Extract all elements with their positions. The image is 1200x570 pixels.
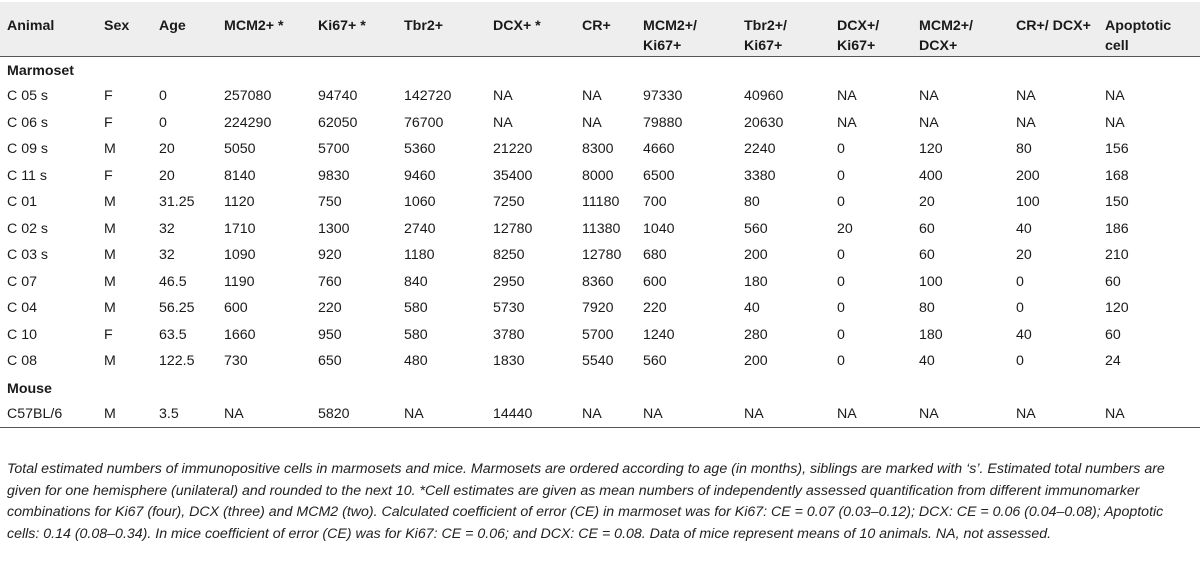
table-cell: 21220 (493, 141, 533, 158)
table-cell: 100 (919, 273, 943, 290)
table-cell: 680 (643, 247, 667, 264)
table-cell: 3.5 (152, 401, 217, 428)
table-cell: 200 (744, 247, 768, 264)
table-cell: 60 (919, 247, 935, 264)
table-cell: NA (1016, 114, 1036, 131)
table-cell: 1120 (224, 194, 255, 211)
table-cell: 11180 (582, 194, 620, 211)
table-cell: 840 (404, 273, 428, 290)
column-header: Ki67+ * (311, 2, 397, 57)
table-cell: NA (1098, 401, 1200, 428)
table-cell: 5700 (318, 141, 350, 158)
table-cell: NA (493, 114, 513, 131)
column-header: MCM2+/ DCX+ (912, 2, 1009, 57)
table-cell: C 08 (7, 353, 37, 370)
table-cell: 60 (1105, 273, 1121, 290)
table-row (0, 163, 1200, 190)
table-cell: 20 (1016, 247, 1032, 264)
table-cell: 0 (1016, 273, 1024, 290)
table-cell: 0 (837, 247, 845, 264)
table-cell: 32 (159, 220, 175, 237)
table-cell: 1090 (224, 247, 256, 264)
table-cell: 5730 (493, 300, 525, 317)
column-header: Apoptotic cell (1098, 2, 1200, 57)
table-cell: 40960 (744, 88, 784, 105)
table-cell: M (104, 300, 116, 317)
table-cell: NA (217, 401, 311, 428)
table-cell: M (104, 273, 116, 290)
table-cell: F (104, 88, 113, 105)
table-cell: M (104, 220, 116, 237)
table-cell: NA (912, 401, 1009, 428)
table-row (0, 83, 1200, 110)
table-cell: 0 (837, 353, 845, 370)
table-cell: 150 (1105, 194, 1129, 211)
table-cell: M (104, 353, 116, 370)
table-cell: 2950 (493, 273, 525, 290)
table-cell: 122.5 (159, 353, 195, 370)
column-header: Sex (97, 2, 152, 57)
table-cell: 700 (643, 194, 667, 211)
table-cell: 180 (919, 326, 943, 343)
table-cell: 20 (159, 141, 175, 158)
table-row (0, 322, 1200, 349)
table-cell: 35400 (493, 167, 533, 184)
table-cell: 580 (404, 300, 428, 317)
table-cell: 7250 (493, 194, 525, 211)
table-cell: 60 (919, 220, 935, 237)
table-cell: 224290 (224, 114, 272, 131)
table-cell: 1190 (224, 273, 255, 290)
table-cell: 120 (919, 141, 943, 158)
table-row (0, 110, 1200, 137)
table-cell: 8300 (582, 141, 614, 158)
table-cell: NA (919, 88, 939, 105)
table-cell: NA (919, 114, 939, 131)
table-cell: 80 (744, 194, 760, 211)
table-cell: 3780 (493, 326, 525, 343)
column-header: Tbr2+/ Ki67+ (737, 2, 830, 57)
table-cell: 56.25 (159, 300, 195, 317)
column-header: CR+ (575, 2, 636, 57)
table-cell: 257080 (224, 88, 272, 105)
table-cell: 14440 (486, 401, 575, 428)
table-cell: 1830 (493, 353, 525, 370)
table-cell: 760 (318, 273, 342, 290)
table-cell: 60 (1105, 326, 1121, 343)
table-cell: NA (636, 401, 737, 428)
table-cell: 0 (837, 300, 845, 317)
table-cell: 120 (1105, 300, 1129, 317)
table-row (0, 189, 1200, 216)
table-cell: 0 (837, 141, 845, 158)
table-cell: 62050 (318, 114, 358, 131)
table-cell: 76700 (404, 114, 444, 131)
table-footnote: Total estimated numbers of immunopositive cells in marmosets and mice. Marmosets are ordered according to age (in months), siblings are marked with ‘s’. Estimated total numbers are given for one hemisphere (unilateral) and rounded to the next 10. *Cell estimates are given as mean numbers of independently assessed quantification from different immunomarker combinations for Ki67 (four), DCX (three) and MCM2 (two). Calculated coefficient of error (CE) in marmoset was for Ki67: CE = 0.07 (0.03–0.12); DCX: CE = 0.06 (0.04–0.08); Apoptotic cells: 0.14 (0.08–0.34). In mice coefficient of error (CE) was for Ki67: CE = 0.06; and DCX: CE = 0.08. Data of mice represent means of 10 animals. NA, not assessed. (7, 461, 1165, 542)
table-cell: 20630 (744, 114, 784, 131)
table-cell: NA (397, 401, 486, 428)
table-cell: 600 (224, 300, 248, 317)
table-cell: 9830 (318, 167, 350, 184)
table-cell: 1300 (318, 220, 350, 237)
table-cell: C 04 (7, 300, 37, 317)
table-cell: 210 (1105, 247, 1129, 264)
table-cell: 46.5 (159, 273, 187, 290)
column-header: DCX+/ Ki67+ (830, 2, 912, 57)
table-cell: F (104, 326, 113, 343)
table-cell: C 11 s (7, 167, 47, 184)
table-cell: C57BL/6 (0, 401, 97, 428)
table-cell: 2240 (744, 141, 776, 158)
table-cell: NA (830, 401, 912, 428)
table-cell: 180 (744, 273, 768, 290)
table-cell: NA (493, 88, 513, 105)
table-cell: 8250 (493, 247, 525, 264)
table-cell: 79880 (643, 114, 683, 131)
table-cell: 750 (318, 194, 342, 211)
table-cell: 0 (837, 326, 845, 343)
table-cell: NA (582, 88, 602, 105)
table-cell: 40 (919, 353, 935, 370)
table-cell: C 01 (7, 194, 37, 211)
table-cell: 200 (1016, 167, 1040, 184)
table-row (0, 242, 1200, 269)
column-header: MCM2+/ Ki67+ (636, 2, 737, 57)
table-cell: 168 (1105, 167, 1129, 184)
table-cell: 63.5 (159, 326, 187, 343)
table-cell: 97330 (643, 88, 683, 105)
table-cell: 8140 (224, 167, 256, 184)
table-cell: 5360 (404, 141, 436, 158)
table-cell: 920 (318, 247, 342, 264)
table-cell: 40 (1016, 326, 1032, 343)
column-header: MCM2+ * (217, 2, 311, 57)
table-cell: NA (1009, 401, 1098, 428)
table-cell: NA (1105, 88, 1125, 105)
table-row (0, 216, 1200, 243)
table-cell: 580 (404, 326, 428, 343)
table-cell: 8000 (582, 167, 614, 184)
table-cell: 1660 (224, 326, 256, 343)
table-cell: 1060 (404, 194, 436, 211)
table-cell: 2740 (404, 220, 436, 237)
table-cell: 0 (159, 88, 167, 105)
table-cell: 20 (159, 167, 175, 184)
table-cell: 80 (1016, 141, 1032, 158)
table-cell: 24 (1105, 353, 1121, 370)
table-cell: 0 (1016, 300, 1024, 317)
table-cell: C 10 (7, 326, 37, 343)
table-cell: 12780 (582, 247, 622, 264)
table-cell: 6500 (643, 167, 675, 184)
table-cell: 0 (1016, 353, 1024, 370)
table-cell: 20 (919, 194, 935, 211)
table-cell: 280 (744, 326, 768, 343)
table-cell: 80 (919, 300, 935, 317)
table-cell: 1180 (404, 247, 435, 264)
table-cell: 31.25 (159, 194, 195, 211)
table-cell: 400 (919, 167, 943, 184)
data-table (0, 2, 1200, 428)
column-header: DCX+ * (486, 2, 575, 57)
table-cell: 1040 (643, 220, 675, 237)
table-cell: NA (1105, 114, 1125, 131)
table-cell: 94740 (318, 88, 358, 105)
table-cell: 9460 (404, 167, 436, 184)
group-label: Marmoset (7, 63, 75, 79)
table-cell: 950 (318, 326, 342, 343)
table-cell: 220 (643, 300, 667, 317)
table-cell: 1710 (224, 220, 256, 237)
column-header: Animal (0, 2, 97, 57)
table-cell: M (104, 141, 116, 158)
table-body (0, 57, 1200, 428)
column-header: CR+/ DCX+ (1009, 2, 1098, 57)
table-cell: 600 (643, 273, 667, 290)
table-cell: NA (837, 114, 857, 131)
table-cell: 0 (837, 273, 845, 290)
table-cell: 5050 (224, 141, 256, 158)
table-row (0, 295, 1200, 322)
table-cell: 11380 (582, 220, 621, 237)
table-cell: C 02 s (7, 220, 49, 237)
table-cell: NA (582, 114, 602, 131)
table-row (0, 401, 1200, 428)
table-cell: 220 (318, 300, 342, 317)
table-cell: F (104, 114, 113, 131)
table-cell: NA (737, 401, 830, 428)
table-cell: 4660 (643, 141, 675, 158)
table-cell: F (104, 167, 113, 184)
group-label: Mouse (7, 380, 52, 397)
table-cell: 186 (1105, 220, 1129, 237)
group-row (0, 375, 1200, 402)
table-cell: NA (575, 401, 636, 428)
table-cell: C 05 s (7, 88, 49, 105)
table-row (0, 348, 1200, 375)
table-cell: 3380 (744, 167, 776, 184)
table-cell: 156 (1105, 141, 1129, 158)
table-cell: 7920 (582, 300, 614, 317)
table-cell: M (97, 401, 152, 428)
table-cell: 142720 (404, 88, 452, 105)
table-cell: 20 (837, 220, 853, 237)
table-cell: 40 (744, 300, 760, 317)
header-row (0, 2, 1200, 57)
table-cell: 730 (224, 353, 248, 370)
group-row (0, 57, 1200, 84)
column-header: Age (152, 2, 217, 57)
table-cell: 480 (404, 353, 428, 370)
table-cell: 560 (744, 220, 768, 237)
table-cell: C 09 s (7, 141, 49, 158)
table-row (0, 136, 1200, 163)
table-cell: 5700 (582, 326, 614, 343)
table-cell: NA (837, 88, 857, 105)
table-cell: NA (1016, 88, 1036, 105)
table-cell: M (104, 247, 116, 264)
table-cell: C 07 (7, 273, 37, 290)
table-cell: 200 (744, 353, 768, 370)
table-cell: C 03 s (7, 247, 49, 264)
table-cell: C 06 s (7, 114, 49, 131)
table-cell: 40 (1016, 220, 1032, 237)
table-cell: 650 (318, 353, 342, 370)
table-cell: 0 (159, 114, 167, 131)
table-row (0, 269, 1200, 296)
table-cell: 1240 (643, 326, 675, 343)
column-header: Tbr2+ (397, 2, 486, 57)
table-cell: 560 (643, 353, 667, 370)
table-cell: 100 (1016, 194, 1040, 211)
table-cell: 0 (837, 194, 845, 211)
table-cell: 12780 (493, 220, 533, 237)
table-cell: 8360 (582, 273, 614, 290)
table-cell: 5820 (311, 401, 397, 428)
table-cell: 32 (159, 247, 175, 264)
table-cell: M (104, 194, 116, 211)
table-cell: 0 (837, 167, 845, 184)
table-cell: 5540 (582, 353, 614, 370)
